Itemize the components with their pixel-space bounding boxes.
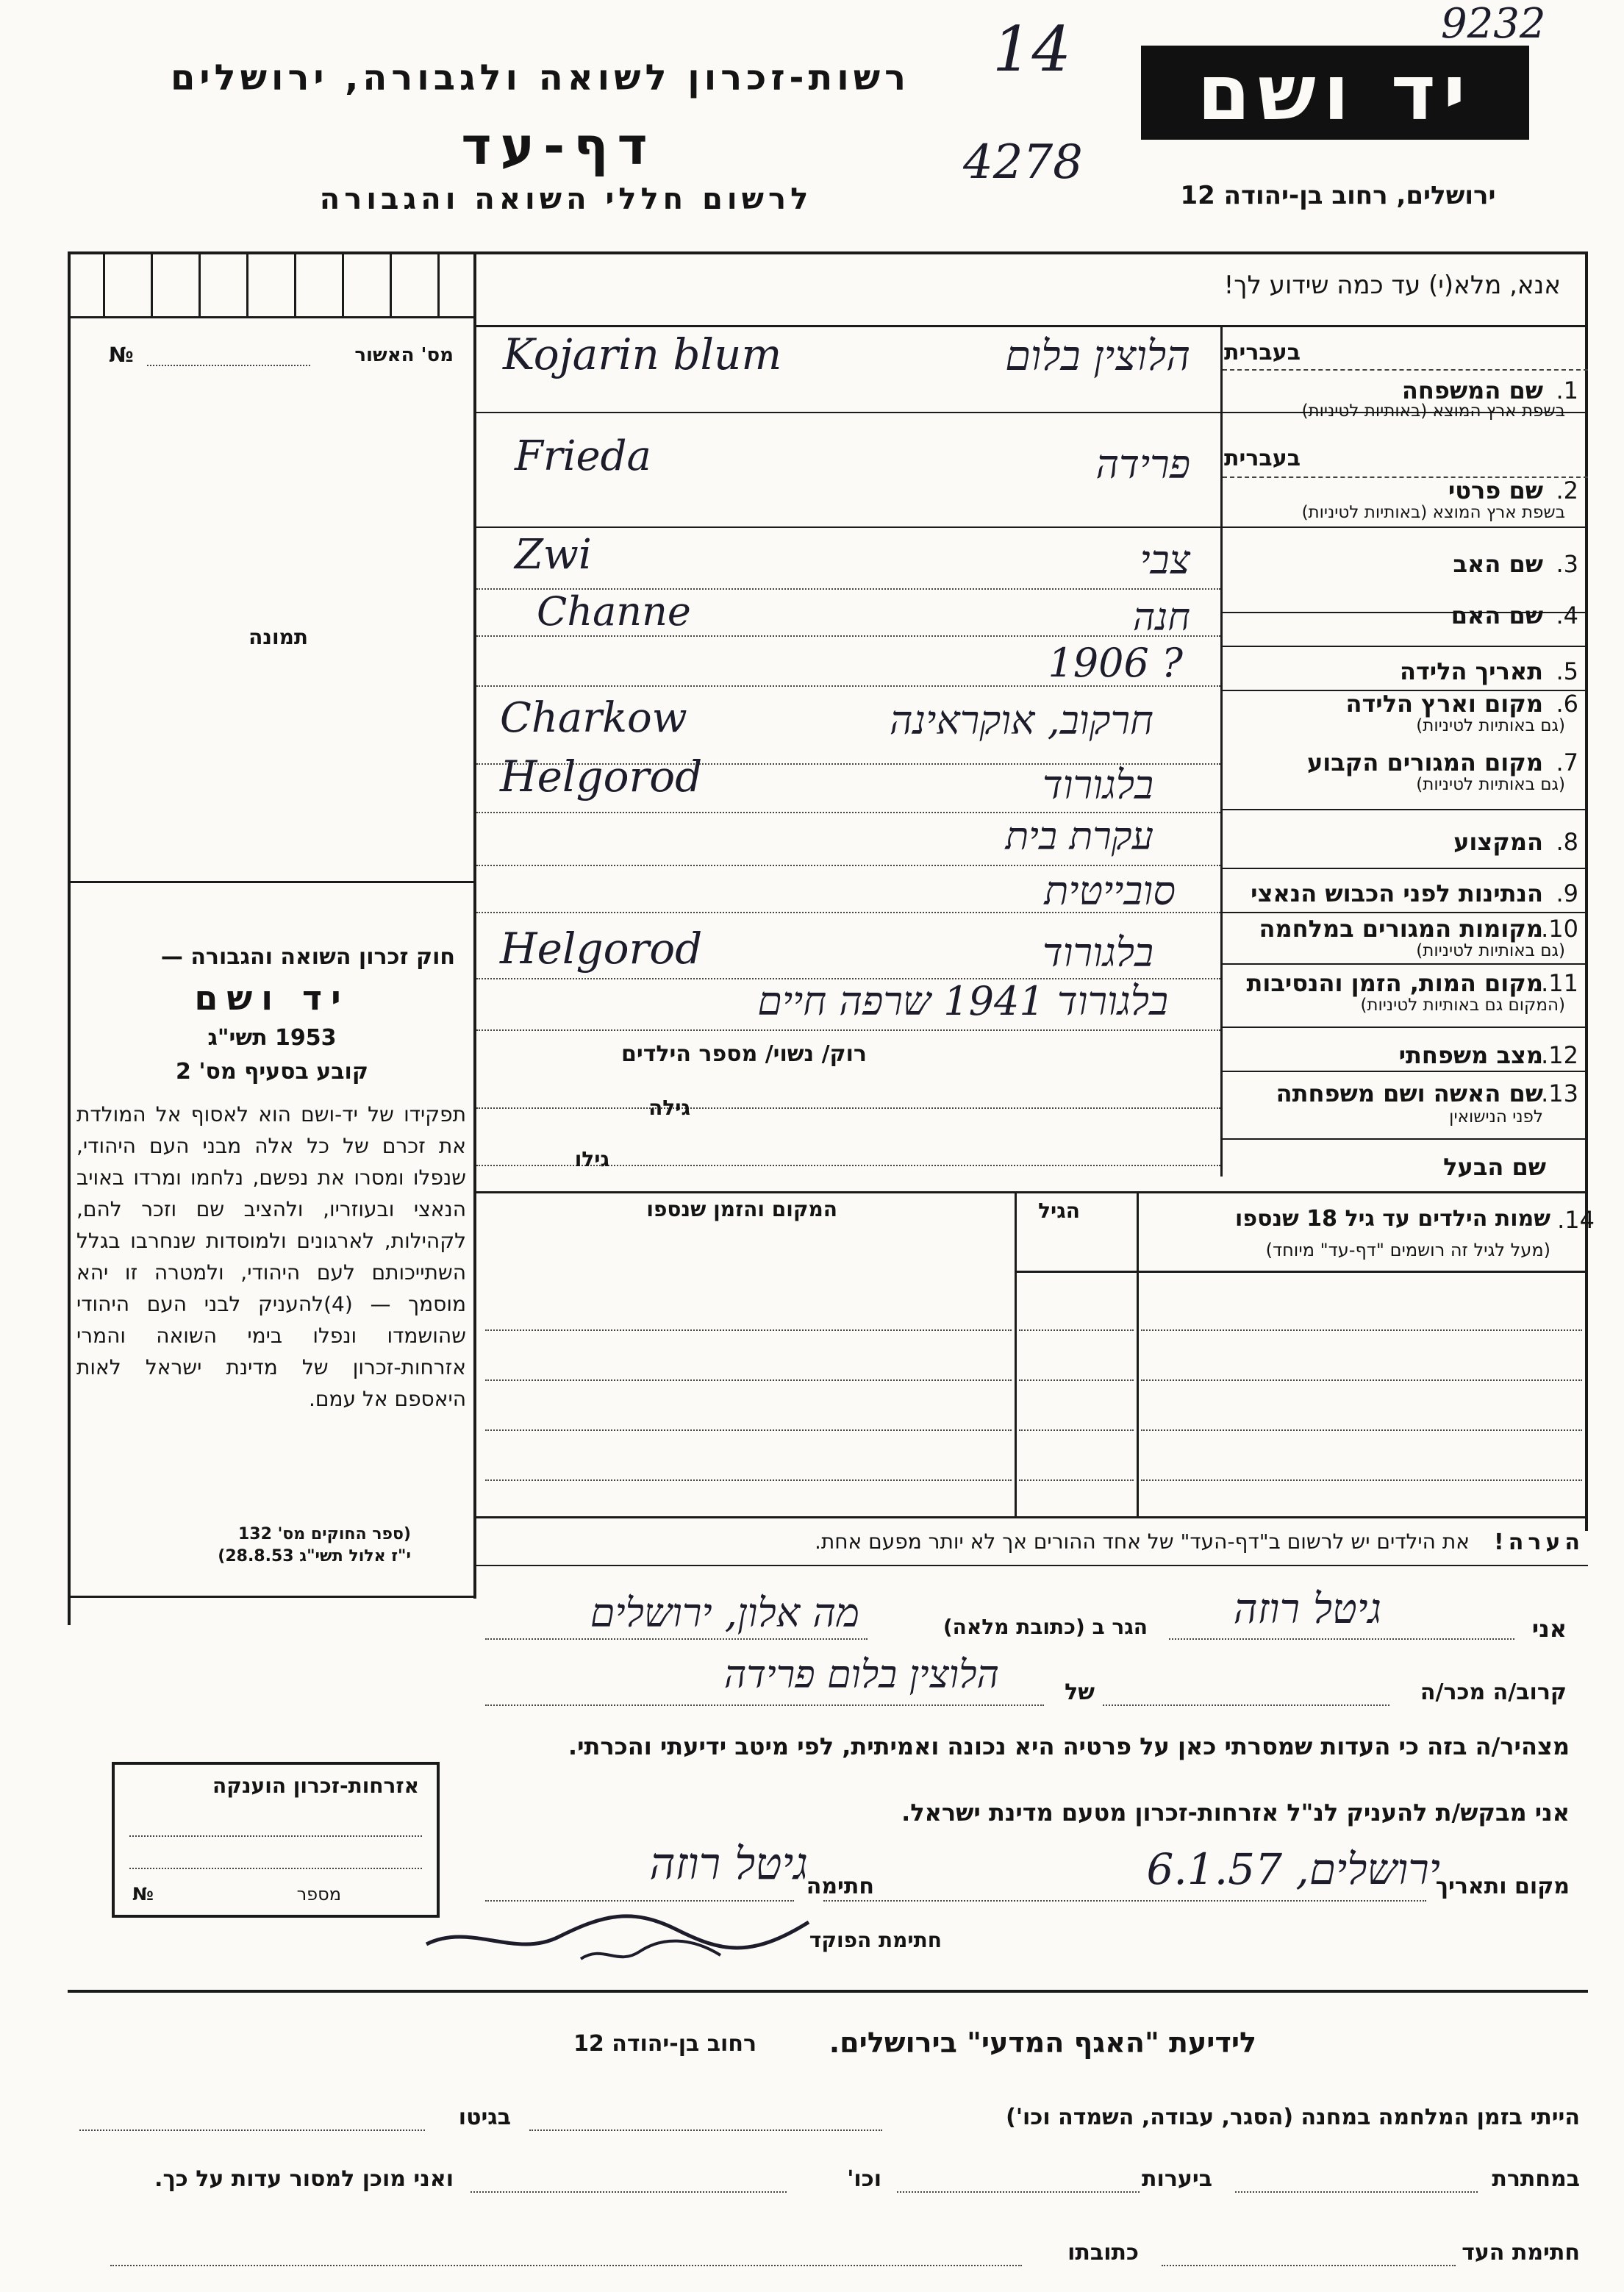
husband-age-label: גילו: [574, 1147, 609, 1171]
yad-vashem-logo: יד ושם: [1141, 46, 1529, 140]
field-9-no: 9.: [1556, 879, 1578, 907]
form-subtitle: לרשום חללי השואה והגבורה: [319, 182, 813, 216]
citizenship-title: אזרחות-זכרון הוענקה: [212, 1774, 419, 1798]
field-1-no: 1.: [1556, 376, 1578, 404]
place-date-value: ירושלים, 6.1.57: [1146, 1844, 1440, 1894]
field-1-sub: בשפת ארץ המוצא (באותיות לטיניות): [1301, 401, 1565, 421]
field-1-value-he: הלוצין בלום: [1005, 332, 1190, 380]
field-6-label: מקום וארץ הלידה: [1345, 690, 1543, 718]
field-2-value-latin: Frieda: [515, 432, 651, 480]
relative-label: קרוב/ה מכר/ה: [1420, 1679, 1567, 1705]
field-8-label: המקצוע: [1453, 828, 1543, 856]
of-name: הלוצין בלום פרידה: [723, 1653, 999, 1697]
field-3-no: 3.: [1556, 550, 1578, 578]
law-section: קובע בסעיף מס' 2: [176, 1059, 368, 1085]
request-text: אני מבקש/ת להעניק לנ"ל אזרחות-זכרון מטעם מדינת ישראל.: [901, 1799, 1570, 1827]
field-4-value-he: חנה: [1132, 596, 1190, 640]
footer-address: רחוב בן-יהודה 12: [573, 2031, 756, 2057]
footer-ghetto: בגיטו: [458, 2104, 511, 2130]
photo-label: תמונה: [248, 625, 308, 649]
husband-label: שם הבעל: [1443, 1153, 1546, 1181]
field-2-label: שם פרטי: [1448, 476, 1543, 504]
children-age-col: הגיל: [1038, 1199, 1080, 1223]
footer-underground: במחתרת: [1492, 2166, 1580, 2192]
field-4-value-latin: Channe: [537, 588, 691, 635]
field-2-value-he: פרידה: [1095, 441, 1190, 488]
hebrew-label-2: בעברית: [1224, 446, 1301, 471]
place-date-label: מקום ותאריך: [1435, 1874, 1570, 1899]
law-title: חוק זכרון השואה והגבורה —: [160, 944, 455, 970]
field-3-value-latin: Zwi: [515, 531, 592, 579]
approval-label: מס' האשור: [354, 344, 454, 366]
field-12-label: מצב משפחתי: [1398, 1041, 1543, 1069]
citizenship-no-sign: №: [132, 1884, 154, 1904]
law-body: תפקידו של יד-ושם הוא לאסוף אל המולדת את זכרם של כל אלה מבני העם היהודי, שנפלו ומסרו את נפשם, נלחמו ומרדו באויב הנאצי ובעוזריו, ולהציב שם וזכר להם, לקהילות, לארגונים ולמוסדות שנחרבו בגלל השתייכותם לעם היהודי, ולמטרה זו יהא מוסמך — (4)להעניק לבני העם היהודי שהושמדו ונפלו בימי השואה והמרי אזרחות-זכרון של מדינת ישראל לאות היאספם אל עמם.: [76, 1102, 466, 1411]
field-5-value: ? 1906: [1048, 640, 1183, 686]
citizenship-number-label: מספר: [296, 1884, 341, 1904]
note-text: את הילדים יש לרשום ב"דף-העד" של אחד ההורים אך לא יותר מפעם אחת.: [814, 1529, 1470, 1554]
footer-etc: וכו': [847, 2166, 881, 2192]
footer-forests: ביערות: [1142, 2166, 1212, 2192]
declarant-i-label: אני: [1531, 1615, 1567, 1643]
officer-signature-label: חתימת הפוקד: [809, 1928, 942, 1952]
wife-age-label: גילה: [648, 1096, 690, 1120]
approval-no-sign: №: [109, 343, 134, 367]
field-13-sub: לפני הנישואין: [1449, 1107, 1543, 1127]
field-10-value-he: בלגורוד: [1042, 929, 1153, 976]
field-7-sub: (גם באותיות לטיניות): [1416, 775, 1565, 794]
hand-reg-number: 4278: [963, 135, 1083, 190]
field-10-label: מקומות המגורים במלחמה: [1259, 915, 1543, 943]
field-12-no: 12.: [1541, 1041, 1578, 1069]
field-2-no: 2.: [1556, 476, 1578, 504]
footer-ready: ואני מוכן למסור עדות על כך.: [154, 2166, 454, 2192]
law-ref-2: י"ז אלול תשי"ג 28.8.53): [218, 1547, 411, 1566]
field-7-value-he: בלגורוד: [1042, 762, 1153, 808]
field-10-sub: (גם באותיות לטיניות): [1416, 941, 1565, 960]
footer-witness-signature: חתימת העד: [1462, 2240, 1580, 2266]
field-4-no: 4.: [1556, 601, 1578, 629]
signature: גיטל רוזה: [649, 1838, 808, 1890]
note-label: הערה!: [1494, 1529, 1584, 1555]
field-13-label: שם האשה ושם משפחתה: [1276, 1079, 1543, 1107]
children-sub: (מעל לגיל זה רושמים "דף-עד" מיוחד): [1265, 1240, 1550, 1260]
field-10-value-latin: Helgorod: [500, 924, 703, 974]
hebrew-label-1: בעברית: [1224, 340, 1301, 365]
children-label: שמות הילדים עד גיל 18 שנספו: [1235, 1206, 1550, 1232]
field-3-value-he: צבי: [1140, 537, 1190, 583]
declaration-text: מצהיר/ה בזה כי העדות שמסרתי כאן על פרטיה היא נכונה ואמיתית, לפי מיטב ידיעתי והכרתי.: [568, 1732, 1570, 1760]
authority-title: רשות-זכרון לשואה ולגבורה, ירושלים: [170, 57, 911, 99]
field-8-no: 8.: [1556, 828, 1578, 856]
instruction-text: אנא, מלא(י) עד כמה שידוע לך!: [1223, 271, 1561, 300]
declarant-name: גיטל רוזה: [1233, 1585, 1381, 1633]
field-6-value-he: חרקוב, אוקראינה: [890, 697, 1153, 743]
form-title: דף-עד: [461, 116, 657, 176]
field-5-label: תאריך הלידה: [1399, 657, 1543, 685]
field-12-options: רוק/ נשוי/ מספר הילדים: [620, 1041, 867, 1067]
of-label: של: [1065, 1679, 1095, 1705]
hand-corner-number: 9232: [1441, 0, 1546, 48]
field-5-no: 5.: [1556, 657, 1578, 685]
declarant-address: מה אלון, ירושלים: [590, 1590, 859, 1636]
field-6-sub: (גם באותיות לטיניות): [1416, 716, 1565, 735]
children-no: 14.: [1557, 1206, 1595, 1234]
law-year: 1953 תשי"ג: [207, 1025, 337, 1051]
field-11-sub: (המקום גם באותיות לטיניות): [1360, 996, 1565, 1015]
field-9-label: הנתינות לפני הכבוש הנאצי: [1251, 879, 1543, 907]
field-6-no: 6.: [1556, 690, 1578, 718]
officer-signature: [412, 1893, 823, 1981]
field-3-label: שם האב: [1453, 550, 1543, 578]
field-7-value-latin: Helgorod: [500, 751, 703, 802]
footer-address-label: כתובתו: [1067, 2240, 1139, 2266]
field-1-label: שם המשפחה: [1401, 376, 1543, 404]
field-8-value: עקרת בית: [1005, 815, 1153, 859]
field-11-value: בלגורוד 1941 שרפה חיים: [757, 978, 1168, 1024]
hand-page-number: 14: [992, 13, 1071, 85]
law-ref-1: (ספר החוקים מס' 132: [237, 1525, 411, 1543]
footer-title: לידיעת "האגף המדעי" בירושלים.: [829, 2027, 1256, 2059]
field-1-value-latin: Kojarin blum: [503, 329, 782, 379]
resident-label: הגר ב (כתובת מלאה): [942, 1615, 1148, 1639]
signature-label: חתימה: [806, 1874, 874, 1899]
field-11-no: 11.: [1541, 969, 1578, 997]
address: ירושלים, רחוב בן-יהודה 12: [1180, 181, 1496, 210]
field-2-sub: בשפת ארץ המוצא (באותיות לטיניות): [1301, 503, 1565, 522]
field-13-no: 13.: [1541, 1079, 1578, 1107]
field-7-label: מקום המגורים הקבוע: [1306, 749, 1543, 777]
field-10-no: 10.: [1541, 915, 1578, 943]
footer-line1: הייתי בזמן המלחמה במחנה (הסגר, עבודה, השמדה וכו'): [1006, 2104, 1580, 2130]
field-6-value-latin: Charkow: [500, 694, 687, 742]
field-7-no: 7.: [1556, 749, 1578, 777]
citizenship-box: [112, 1762, 440, 1918]
field-11-label: מקום המות, הזמן והנסיבות: [1246, 969, 1543, 997]
law-name: יד ושם: [194, 978, 350, 1018]
field-9-value: סובייטית: [1044, 868, 1176, 914]
field-4-label: שם האם: [1450, 601, 1543, 629]
children-place-col: המקום והזמן שנספו: [646, 1197, 837, 1221]
